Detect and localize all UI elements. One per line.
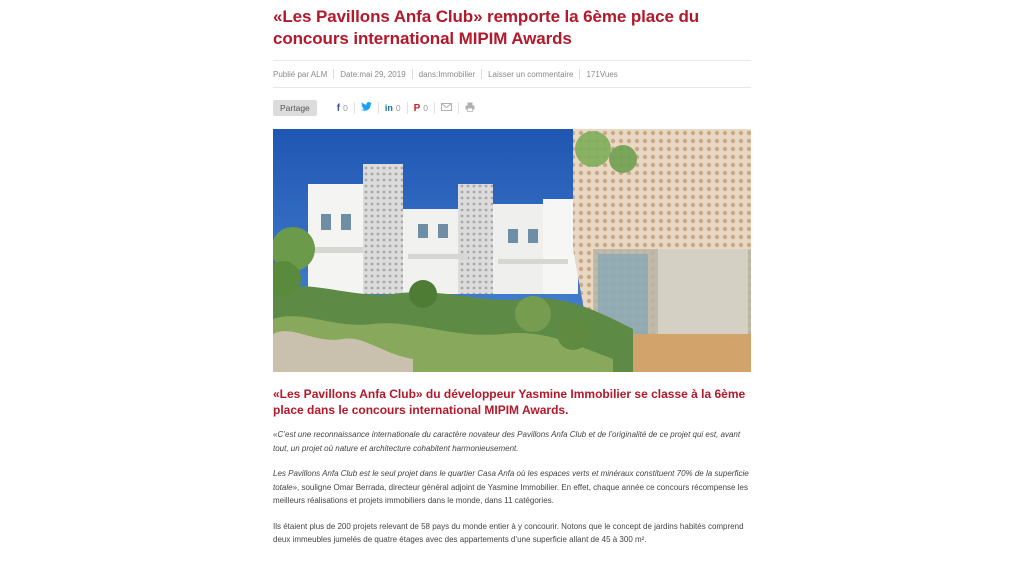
linkedin-count: 0 — [395, 103, 401, 113]
meta-date: Date:mai 29, 2019 — [340, 69, 406, 79]
paragraph-1 — [273, 428, 751, 455]
share-label: Partage — [273, 100, 317, 116]
facebook-count: 0 — [343, 103, 348, 113]
share-facebook-button[interactable] — [331, 102, 355, 114]
pinterest-count: 0 — [423, 103, 428, 113]
share-print-button[interactable] — [459, 102, 481, 114]
twitter-icon — [361, 102, 372, 114]
meta-category[interactable]: dans:Immobilier — [418, 69, 476, 79]
print-icon — [465, 102, 475, 115]
share-twitter-button[interactable] — [355, 102, 379, 114]
paragraph-1-text: «C’est une reconnaissance internationale du caractère novateur des Pavillons Anfa Club et de l’originalité de ce projet qui est, avant tout, un projet où nature et architecture cohabitent harmonieusement. — [273, 430, 741, 453]
meta-views: 171Vues — [586, 69, 618, 79]
linkedin-icon: in — [384, 103, 393, 113]
paragraph-3: Ils étaient plus de 200 projets relevant de 58 pays du monde entier à y concourir. Notons que le concept de jardins habités comprend deux immeubles jumelés de quatre étages avec des appartements d’une superficie allant de 45 à 300 m². — [273, 521, 744, 544]
article-title: «Les Pavillons Anfa Club» remporte la 6ème place du concours international MIPIM Awards — [273, 7, 700, 48]
article-meta — [273, 60, 751, 88]
share-pinterest-button[interactable] — [408, 102, 435, 114]
paragraph-2-italic: Les Pavillons Anfa Club est le seul projet dans le quartier Casa Anfa où les espaces verts et minéraux constituent 70% de la superficie totale — [273, 469, 749, 492]
pinterest-icon: P — [413, 102, 421, 114]
paragraph-2-rest: », souligne Omar Berrada, directeur général adjoint de Yasmine Immobilier. En effet, chaque année ce concours récompense les meilleurs réalisations et projets immobiliers dans le monde, dans 11 catégories. — [273, 482, 748, 505]
article-body — [273, 428, 751, 547]
meta-comment-link[interactable]: Laisser un commentaire — [488, 69, 574, 79]
facebook-icon: f — [336, 102, 341, 114]
share-bar — [273, 99, 751, 117]
paragraph-2 — [273, 467, 751, 508]
mail-icon — [441, 103, 452, 114]
article-photo — [273, 129, 751, 372]
share-mail-button[interactable] — [435, 102, 459, 114]
article — [273, 0, 751, 559]
article-lead: «Les Pavillons Anfa Club» du développeur Yasmine Immobilier se classe à la 6ème place dans le concours international MIPIM Awards. — [273, 387, 746, 417]
meta-author[interactable]: Publié par ALM — [273, 69, 328, 79]
share-linkedin-button[interactable] — [379, 102, 408, 114]
